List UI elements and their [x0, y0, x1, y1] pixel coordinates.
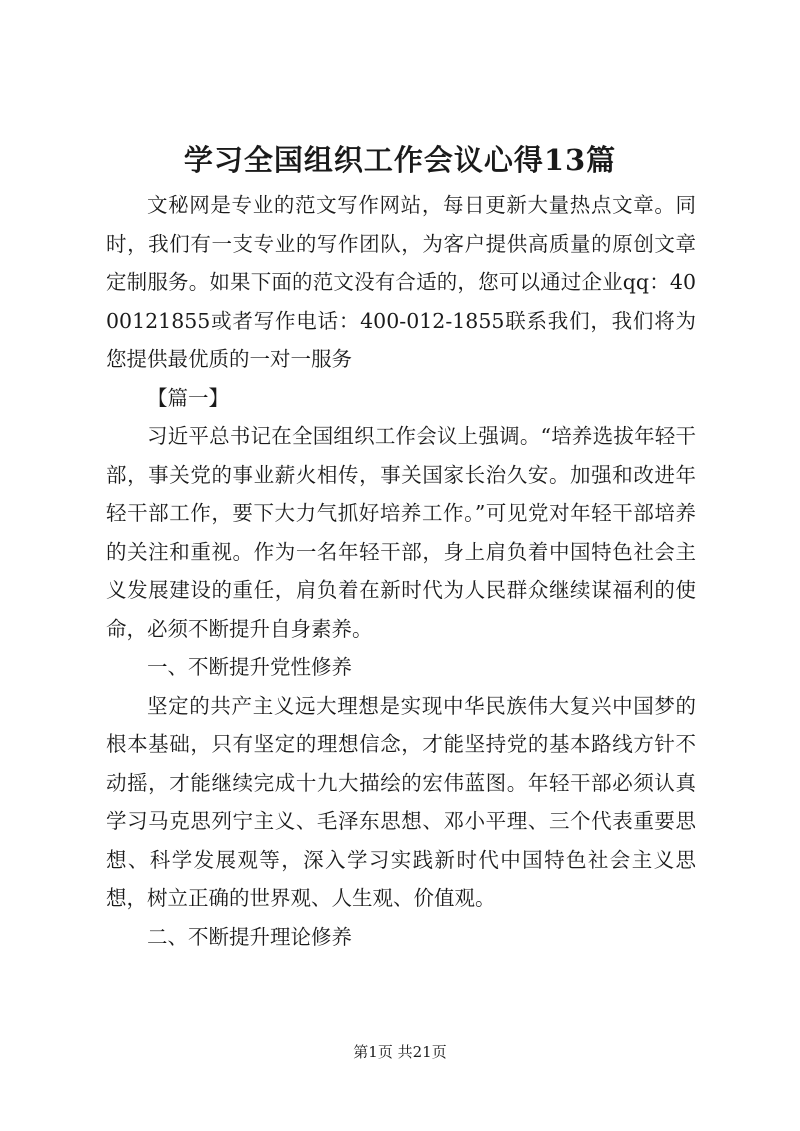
- page-footer: [0, 1042, 800, 1062]
- intro-paragraph: 文秘网是专业的范文写作网站，每日更新大量热点文章。同时，我们有一支专业的写作团队，为客户提供高质量的原创文章定制服务。如果下面的范文没有合适的，您可以通过企业qq：4000121855或者写作电话：400-012-1855联系我们，我们将为您提供最优质的一对一服务: [106, 193, 696, 371]
- page-indicator: 第1页 共21页: [353, 1043, 447, 1061]
- paragraph-2: 坚定的共产主义远大理想是实现中华民族伟大复兴中国梦的根本基础，只有坚定的理想信念，才能坚持党的基本路线方针不动摇，才能继续完成十九大描绘的宏伟蓝图。年轻干部必须认真学习马克思列宁主义、毛泽东思想、邓小平理、三个代表重要思想、科学发展观等，深入学习实践新时代中国特色社会主义思想，树立正确的世界观、人生观、价值观。: [106, 693, 696, 910]
- heading-2: 二、不断提升理论修养: [147, 924, 352, 949]
- document-body: [106, 186, 696, 956]
- section-label: 【篇一】: [147, 385, 229, 410]
- heading-1: 一、不断提升党性修养: [147, 655, 352, 679]
- document-title: 学习全国组织工作会议心得13篇: [183, 143, 617, 177]
- paragraph-1: 习近平总书记在全国组织工作会议上强调。“培养选拔年轻干部，事关党的事业薪火相传，事关国家长治久安。加强和改进年轻干部工作，要下大力气抓好培养工作。”可见党对年轻干部培养的关注和重视。作为一名年轻干部，身上肩负着中国特色社会主义发展建设的重任，肩负着在新时代为人民群众继续谋福利的使命，必须不断提升自身素养。: [106, 424, 696, 641]
